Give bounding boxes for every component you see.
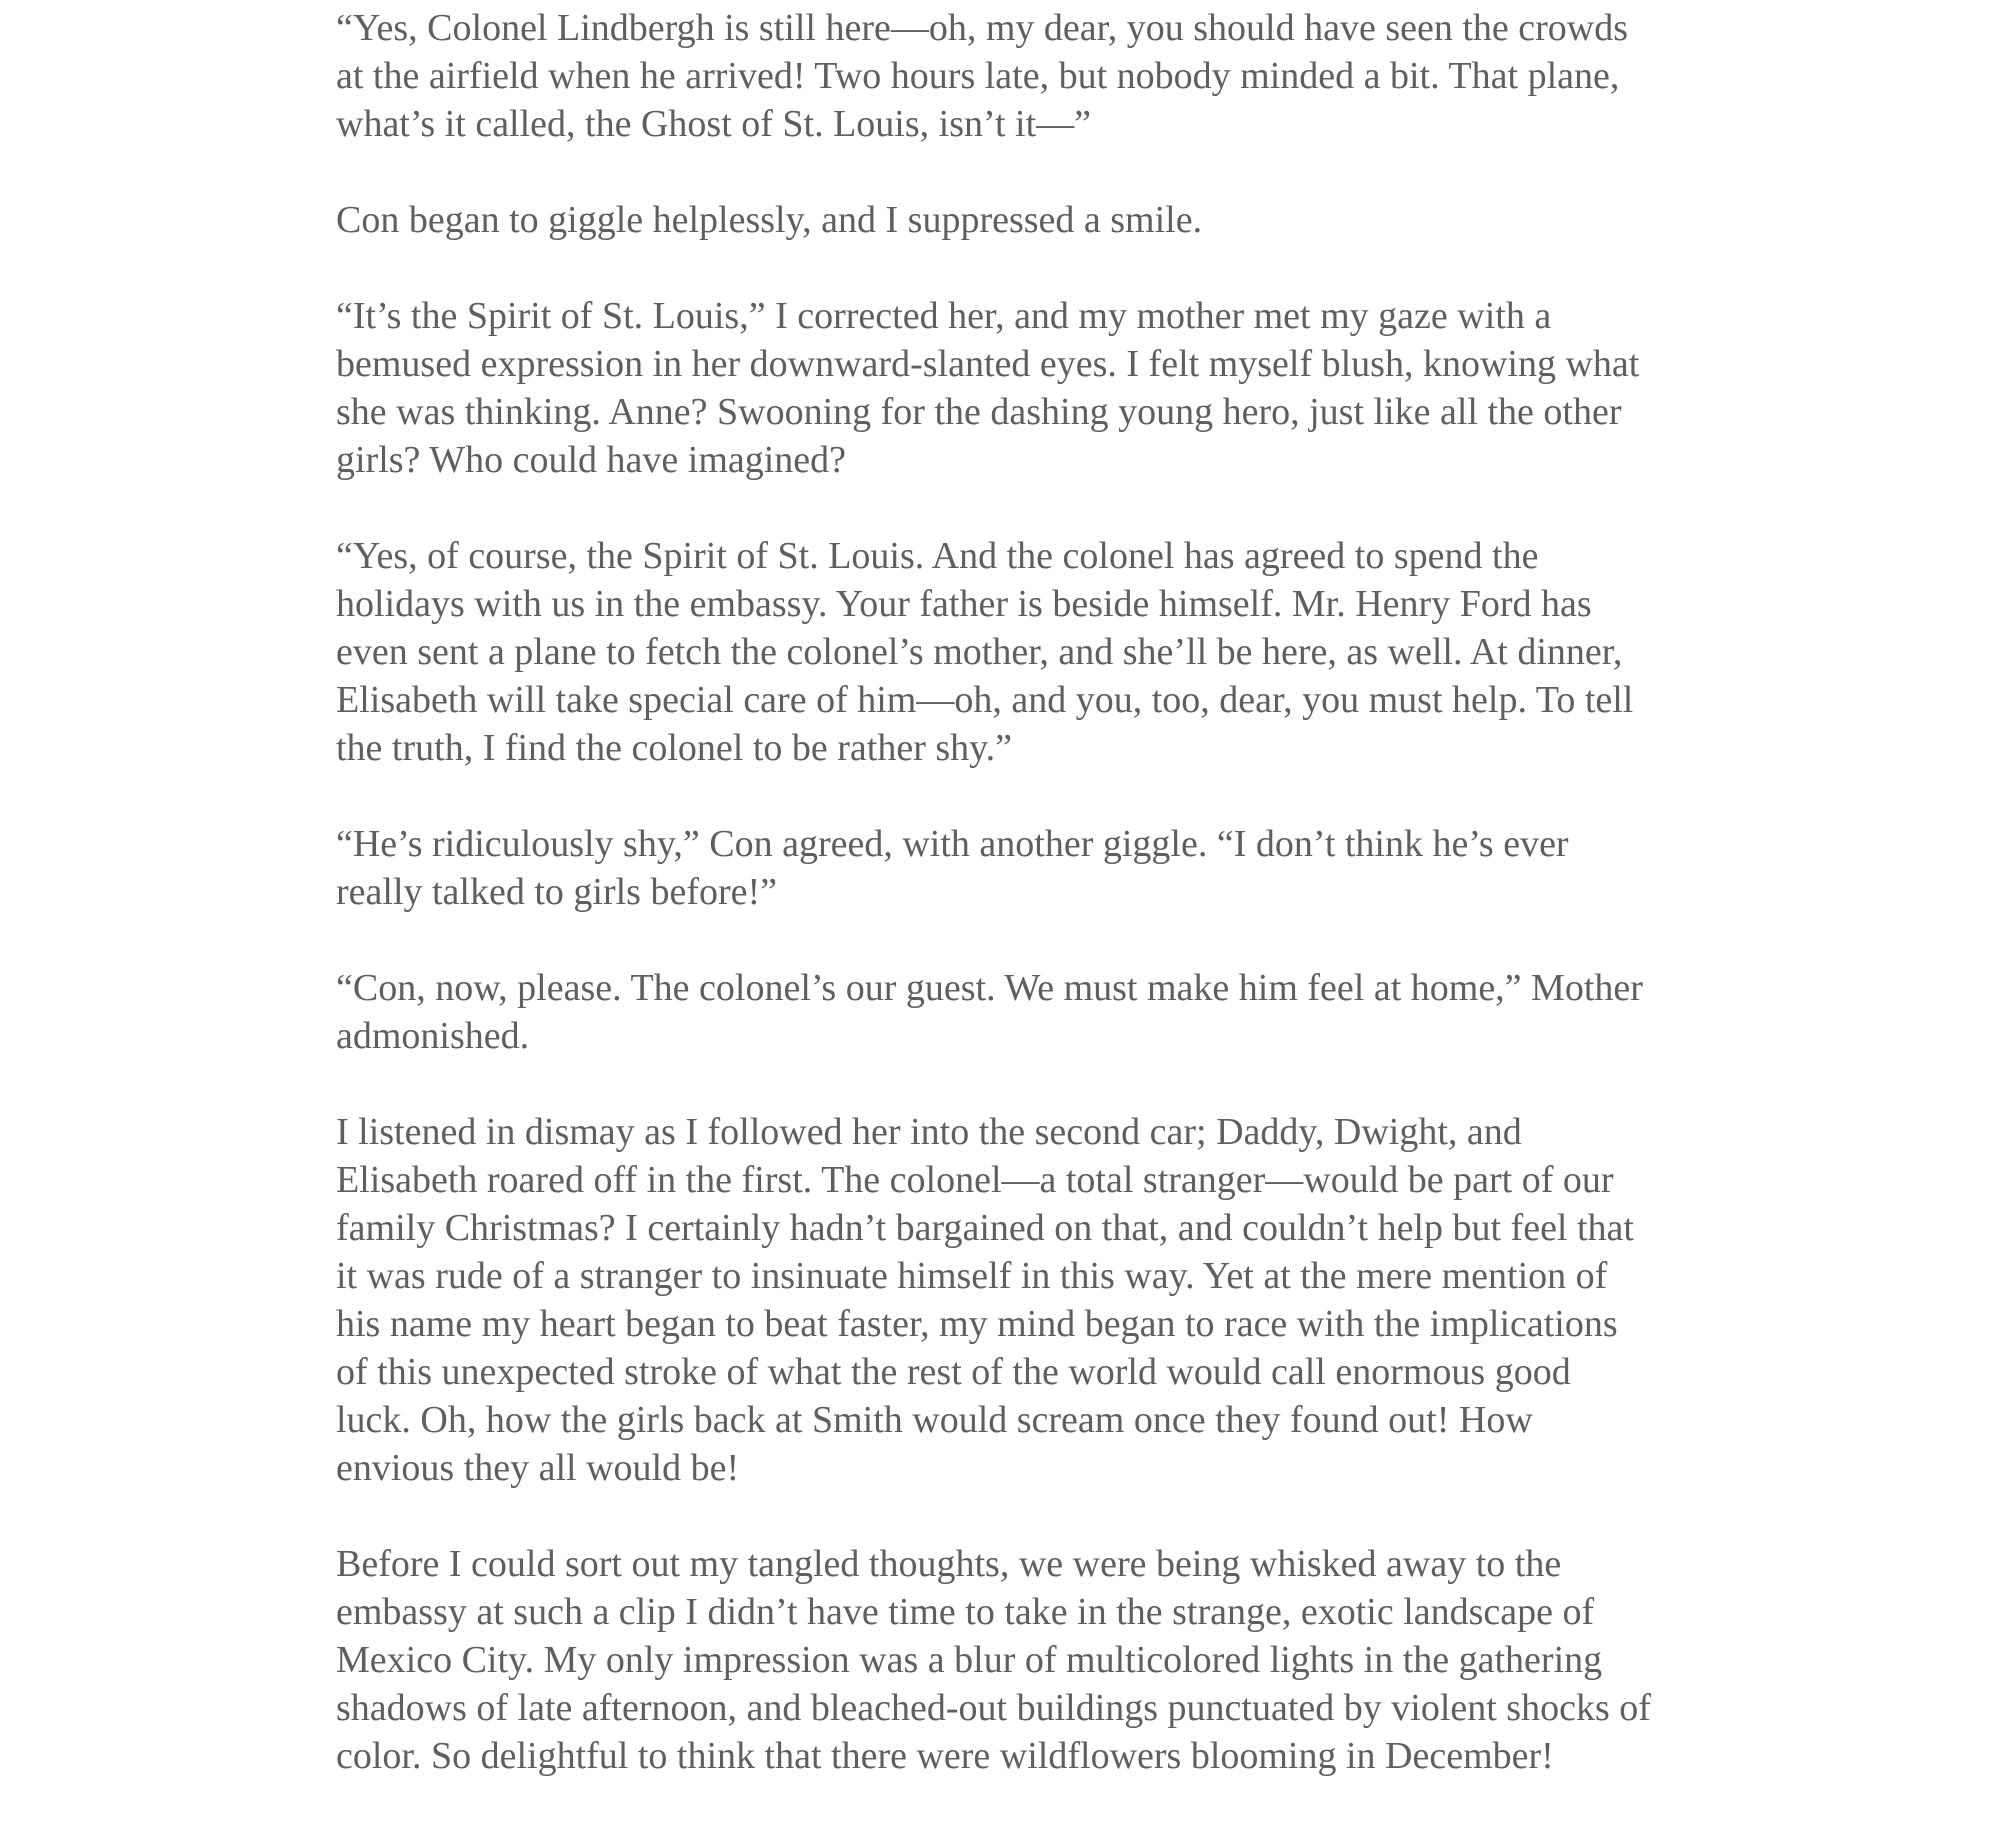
text-line: shadows of late afternoon, and bleached-out buildings punctuated by violent shocks of — [336, 1687, 1651, 1729]
text-line: his name my heart began to beat faster, my mind began to race with the implications — [336, 1303, 1618, 1345]
paragraph-8 — [336, 1540, 1696, 1780]
text-line: Elisabeth will take special care of him—oh, and you, too, dear, you must help. To tell — [336, 679, 1634, 721]
paragraph-1 — [336, 4, 1696, 148]
text-line: Before I could sort out my tangled thoughts, we were being whisked away to the — [336, 1543, 1562, 1585]
text-line: it was rude of a stranger to insinuate himself in this way. Yet at the mere mention of — [336, 1255, 1608, 1297]
text-line: at the airfield when he arrived! Two hours late, but nobody minded a bit. That plane, — [336, 55, 1620, 97]
text-line: the truth, I find the colonel to be rather shy.” — [336, 727, 1013, 769]
text-line: girls? Who could have imagined? — [336, 439, 847, 481]
text-line: admonished. — [336, 1015, 530, 1057]
text-line: Mexico City. My only impression was a blur of multicolored lights in the gathering — [336, 1639, 1603, 1681]
text-line: family Christmas? I certainly hadn’t bargained on that, and couldn’t help but feel that — [336, 1207, 1634, 1249]
text-line: embassy at such a clip I didn’t have time to take in the strange, exotic landscape of — [336, 1591, 1595, 1633]
paragraph-6 — [336, 964, 1696, 1060]
document-page — [336, 0, 1696, 1828]
text-line: “Yes, of course, the Spirit of St. Louis. And the colonel has agreed to spend the — [336, 535, 1539, 577]
text-line: Elisabeth roared off in the first. The colonel—a total stranger—would be part of our — [336, 1159, 1614, 1201]
text-line: “It’s the Spirit of St. Louis,” I corrected her, and my mother met my gaze with a — [336, 295, 1552, 337]
text-line: I listened in dismay as I followed her into the second car; Daddy, Dwight, and — [336, 1111, 1522, 1153]
paragraph-4 — [336, 532, 1696, 772]
text-line: even sent a plane to fetch the colonel’s mother, and she’ll be here, as well. At dinner, — [336, 631, 1623, 673]
paragraph-5 — [336, 820, 1696, 916]
paragraph-3 — [336, 292, 1696, 484]
text-line: “Yes, Colonel Lindbergh is still here—oh, my dear, you should have seen the crowds — [336, 7, 1629, 49]
text-line: color. So delightful to think that there were wildflowers blooming in December! — [336, 1735, 1554, 1777]
paragraph-7 — [336, 1108, 1696, 1492]
text-line: of this unexpected stroke of what the rest of the world would call enormous good — [336, 1351, 1571, 1393]
text-line: “He’s ridiculously shy,” Con agreed, with another giggle. “I don’t think he’s ever — [336, 823, 1569, 865]
text-line: “Con, now, please. The colonel’s our guest. We must make him feel at home,” Mother — [336, 967, 1643, 1009]
text-line: she was thinking. Anne? Swooning for the dashing young hero, just like all the other — [336, 391, 1622, 433]
text-line: envious they all would be! — [336, 1447, 740, 1489]
text-line: Con began to giggle helplessly, and I suppressed a smile. — [336, 199, 1203, 241]
text-line: holidays with us in the embassy. Your father is beside himself. Mr. Henry Ford has — [336, 583, 1592, 625]
text-line: really talked to girls before!” — [336, 871, 778, 913]
text-line: luck. Oh, how the girls back at Smith would scream once they found out! How — [336, 1399, 1533, 1441]
text-line: what’s it called, the Ghost of St. Louis, isn’t it—” — [336, 103, 1092, 145]
text-line: bemused expression in her downward-slanted eyes. I felt myself blush, knowing what — [336, 343, 1640, 385]
paragraph-2 — [336, 196, 1696, 244]
